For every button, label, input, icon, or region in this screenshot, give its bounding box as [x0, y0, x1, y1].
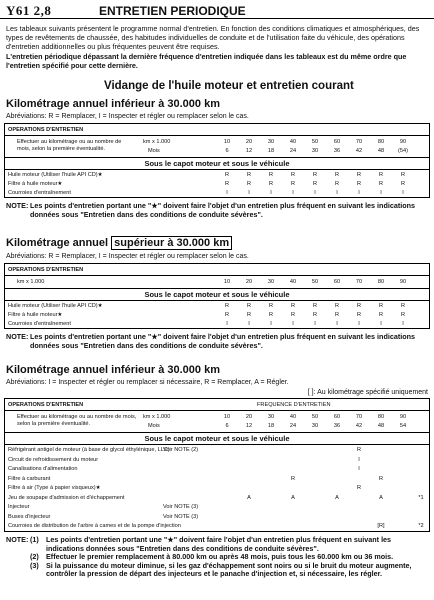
maintenance-item-label: Courroies d'entraînement — [8, 321, 71, 327]
maintenance-cell: R — [246, 303, 252, 309]
table3-abbreviations: Abréviations: I = Inspecter et régler ou remplacer si nécessaire, R = Remplacer, A = Régler. — [6, 379, 289, 386]
maintenance-cell: R — [312, 303, 318, 309]
maintenance-cell: R — [224, 181, 230, 187]
km-value: 10 — [223, 414, 231, 420]
table1-divider — [5, 169, 429, 170]
table3-note-list — [30, 536, 428, 579]
maintenance-cell: R — [246, 172, 252, 178]
table3-km-label: km x 1.000 — [143, 414, 171, 420]
maintenance-item-note: Voir NOTE (3) — [163, 513, 199, 520]
maintenance-cell: A — [379, 494, 383, 501]
maintenance-cell: I — [358, 456, 360, 463]
mois-value: 18 — [267, 423, 275, 429]
table3 — [4, 398, 430, 532]
mois-value: 36 — [333, 148, 341, 154]
maintenance-cell: R — [290, 312, 296, 318]
page-title: ENTRETIEN PERIODIQUE — [99, 4, 246, 18]
maintenance-cell: I — [226, 190, 228, 196]
mois-value: 54 — [399, 423, 407, 429]
maintenance-cell: R — [268, 312, 274, 318]
table2-abbreviations: Abréviations: R = Remplacer, I = Inspecter et régler ou remplacer selon le cas. — [6, 253, 249, 260]
maintenance-cell: R — [224, 303, 230, 309]
table2-title-a: Kilométrage annuel — [6, 237, 109, 249]
maintenance-cell: I — [380, 190, 382, 196]
km-value: 30 — [267, 279, 275, 285]
table3-mois-label: Mois — [148, 423, 160, 429]
intro-text — [6, 24, 430, 70]
maintenance-cell: I — [358, 321, 360, 327]
km-value: 70 — [355, 414, 363, 420]
intro-paragraph: Les tableaux suivants présentent le programme normal d'entretien. En fonction des conditions climatiques et atmosphériques, des types de revêtements de chaussée, des habitudes individuelles de conduite et de l'utilisation faite du véhicule, des opérations d'entretien additionnelles ou plus fréquentes peuvent être requises. — [6, 24, 420, 52]
maintenance-cell: I — [226, 321, 228, 327]
km-value: 10 — [223, 139, 231, 145]
maintenance-cell: R — [312, 181, 318, 187]
mois-value: 18 — [267, 148, 275, 154]
note-number: (1) — [30, 535, 39, 544]
maintenance-cell: I — [270, 190, 272, 196]
mois-value: 48 — [377, 423, 385, 429]
maintenance-cell: R — [356, 172, 362, 178]
maintenance-cell: I — [402, 321, 404, 327]
km-value: 40 — [289, 139, 297, 145]
km-value: 80 — [377, 414, 385, 420]
maintenance-cell: R — [290, 475, 296, 482]
maintenance-cell: R — [334, 312, 340, 318]
table2-note-tag: NOTE: — [6, 332, 29, 341]
maintenance-cell: R — [356, 485, 362, 491]
mois-value: 12 — [245, 423, 253, 429]
maintenance-cell: R — [400, 303, 406, 309]
km-value: 10 — [223, 279, 231, 285]
table3-ops-header: OPERATIONS D'ENTRETIEN — [8, 402, 84, 408]
table2-km-label: km x 1.000 — [17, 279, 45, 285]
table3-note-item — [30, 536, 428, 553]
table1-title: Kilométrage annuel inférieur à 30.000 km — [6, 98, 220, 110]
maintenance-item-label: Huile moteur (Utiliser l'huile API CD)★ — [8, 303, 103, 309]
maintenance-cell: R — [400, 181, 406, 187]
mois-value: 48 — [377, 148, 385, 154]
table3-bracket-legend: [ ]: Au kilométrage spécifié uniquement — [307, 389, 428, 396]
table3-title: Kilométrage annuel inférieur à 30.000 km — [6, 364, 220, 376]
table1-abbreviations: Abréviations: R = Remplacer, I = Inspecter et régler ou remplacer selon le cas. — [6, 113, 249, 120]
table1-note-text: Les points d'entretien portant une "★" doivent faire l'objet d'un entretien plus fréquent en suivant les indications données sous "Entretien dans des conditions de conduite sévères". — [30, 201, 415, 219]
maintenance-cell: [R] — [377, 523, 385, 529]
km-value: 90 — [399, 414, 407, 420]
maintenance-cell: R — [334, 303, 340, 309]
table2-divider — [5, 300, 429, 301]
maintenance-item-label: Jeu de soupape d'admission et d'échappement — [8, 494, 125, 501]
maintenance-cell: R — [400, 312, 406, 318]
mois-value: 30 — [311, 423, 319, 429]
maintenance-cell: R — [268, 172, 274, 178]
maintenance-cell: R — [356, 447, 362, 453]
maintenance-footnote-ref: *1 — [418, 494, 424, 501]
maintenance-item-label: Buses d'injecteur — [8, 513, 51, 520]
km-value: 90 — [399, 279, 407, 285]
mois-value: 24 — [289, 148, 297, 154]
maintenance-cell: R — [312, 172, 318, 178]
table3-section-label: Sous le capot moteur et sous le véhicule — [144, 434, 290, 443]
table3-divider — [5, 410, 429, 411]
table3-divider — [5, 444, 429, 445]
km-value: 20 — [245, 139, 253, 145]
maintenance-item-label: Filtre à air (Type à papier visqueux)★ — [8, 485, 101, 491]
maintenance-cell: R — [224, 172, 230, 178]
maintenance-item-label: Filtre à huile moteur★ — [8, 312, 63, 318]
table3-divider — [5, 432, 429, 433]
maintenance-cell: I — [358, 190, 360, 196]
mois-value: 42 — [355, 148, 363, 154]
maintenance-cell: I — [358, 466, 360, 472]
maintenance-cell: R — [378, 181, 384, 187]
km-value: 80 — [377, 279, 385, 285]
maintenance-cell: R — [378, 475, 384, 482]
maintenance-cell: R — [356, 181, 362, 187]
maintenance-cell: I — [248, 190, 250, 196]
mois-value: 30 — [311, 148, 319, 154]
note-number: (2) — [30, 552, 39, 562]
maintenance-cell: R — [334, 172, 340, 178]
maintenance-item-label: Canalisations d'alimentation — [8, 466, 78, 472]
mois-value: 6 — [225, 148, 229, 154]
km-value: 70 — [355, 279, 363, 285]
mois-value: 12 — [245, 148, 253, 154]
maintenance-item-label: Courroies de distribution de l'arbre à cames et de la pompe d'injection — [8, 523, 181, 529]
maintenance-item-note: Voir NOTE (2) — [163, 447, 199, 453]
maintenance-item-label: Injecteur — [8, 504, 30, 510]
maintenance-cell: R — [290, 303, 296, 309]
maintenance-cell: A — [335, 494, 339, 501]
note-text: Si la puissance du moteur diminue, si les gaz d'échappement sont noirs ou si le bruit du moteur augmente, contrôler la pression de départ des injecteurs et le panache d'injection et, si nécessaire, les régler. — [46, 560, 412, 579]
maintenance-cell: R — [378, 303, 384, 309]
maintenance-cell: R — [290, 181, 296, 187]
maintenance-cell: R — [378, 172, 384, 178]
table2-divider — [5, 288, 429, 289]
maintenance-cell: A — [247, 494, 251, 501]
maintenance-cell: I — [292, 321, 294, 327]
maintenance-cell: R — [246, 312, 252, 318]
maintenance-cell: I — [336, 321, 338, 327]
table1-ops-header: OPERATIONS D'ENTRETIEN — [8, 127, 84, 133]
maintenance-cell: I — [314, 321, 316, 327]
km-value: 90 — [399, 139, 407, 145]
maintenance-cell: R — [356, 312, 362, 318]
km-value: 60 — [333, 139, 341, 145]
table2-title — [6, 237, 232, 249]
section-title: Vidange de l'huile moteur et entretien courant — [104, 80, 354, 92]
maintenance-cell: I — [270, 321, 272, 327]
table1-note-tag: NOTE: — [6, 201, 29, 210]
maintenance-item-label: Filtre à carburant — [8, 475, 51, 482]
maintenance-cell: I — [314, 190, 316, 196]
km-value: 40 — [289, 279, 297, 285]
note-text: Effectuer le premier remplacement à 80.000 km ou après 48 mois, puis tous les 60.000 km ou 36 mois. — [46, 552, 394, 562]
maintenance-item-label: Circuit de refroidissement du moteur — [8, 456, 99, 463]
maintenance-cell: R — [334, 181, 340, 187]
table2-section-label: Sous le capot moteur et sous le véhicule — [144, 290, 290, 299]
maintenance-cell: R — [246, 181, 252, 187]
maintenance-cell: R — [224, 312, 230, 318]
model-code: Y61 2,8 — [6, 3, 52, 18]
intro-bold-paragraph: L'entretien périodique dépassant la dernière fréquence d'entretien indiquée dans les tableaux est du même ordre que l'entretien spécifié pour cette dernière. — [6, 51, 407, 70]
maintenance-cell: R — [400, 172, 406, 178]
maintenance-cell: R — [378, 312, 384, 318]
table2-ops-header: OPERATIONS D'ENTRETIEN — [8, 267, 84, 273]
km-value: 30 — [267, 414, 275, 420]
table3-note-tag: NOTE: — [6, 535, 29, 544]
note-number: (3) — [30, 560, 39, 570]
table3-note-item — [30, 562, 428, 579]
table1-freq-label: Effectuer au kilométrage ou au nombre de mois, selon la première éventualité. — [17, 139, 122, 152]
maintenance-item-note: Voir NOTE (3) — [163, 504, 199, 510]
page-header — [0, 0, 434, 19]
table1-mois-label: Mois — [148, 148, 160, 154]
note-text: Les points d'entretien portant une "★" doivent faire l'objet d'un entretien plus fréquent en suivant les indications données sous "Entretien dans des conditions de conduite sévères". — [46, 535, 392, 553]
table3-freq-header: FREQUENCE D'ENTRETIEN — [257, 402, 331, 408]
km-value: 20 — [245, 279, 253, 285]
table2-divider — [5, 275, 429, 276]
maintenance-item-label: Huile moteur (Utiliser l'huile API CD)★ — [8, 172, 103, 178]
km-value: 60 — [333, 279, 341, 285]
mois-value: 36 — [333, 423, 341, 429]
km-value: 50 — [311, 279, 319, 285]
km-value: 20 — [245, 414, 253, 420]
maintenance-item-label: Filtre à huile moteur★ — [8, 181, 63, 187]
maintenance-footnote-ref: *2 — [418, 523, 424, 529]
maintenance-cell: I — [248, 321, 250, 327]
maintenance-cell: I — [336, 190, 338, 196]
km-value: 60 — [333, 414, 341, 420]
table2 — [4, 263, 430, 329]
maintenance-cell: I — [380, 321, 382, 327]
km-value: 40 — [289, 414, 297, 420]
maintenance-cell: I — [292, 190, 294, 196]
mois-value: 6 — [225, 423, 229, 429]
km-value: 70 — [355, 139, 363, 145]
table1-km-label: km x 1.000 — [143, 139, 171, 145]
maintenance-cell: R — [290, 172, 296, 178]
maintenance-item-label: Réfrigérant antigel de moteur (à base de glycol éthylénique, LLC) — [8, 447, 170, 453]
maintenance-cell: R — [268, 303, 274, 309]
km-value: 80 — [377, 139, 385, 145]
km-value: 50 — [311, 414, 319, 420]
mois-value: 42 — [355, 423, 363, 429]
mois-value: 24 — [289, 423, 297, 429]
km-value: 50 — [311, 139, 319, 145]
maintenance-cell: I — [402, 190, 404, 196]
maintenance-cell: A — [291, 494, 295, 501]
table2-title-b: supérieur à 30.000 km — [111, 236, 232, 250]
table1-divider — [5, 135, 429, 136]
maintenance-cell: R — [356, 303, 362, 309]
table1-divider — [5, 157, 429, 158]
maintenance-item-label: Courroies d'entraînement — [8, 190, 71, 196]
maintenance-cell: R — [268, 181, 274, 187]
table1 — [4, 123, 430, 198]
mois-value: (54) — [398, 148, 408, 154]
maintenance-cell: R — [312, 312, 318, 318]
km-value: 30 — [267, 139, 275, 145]
header-rule — [0, 18, 434, 19]
table1-section-label: Sous le capot moteur et sous le véhicule — [144, 159, 290, 168]
table2-note-text: Les points d'entretien portant une "★" doivent faire l'objet d'un entretien plus fréquent en suivant les indications données sous "Entretien dans des conditions de conduite sévères". — [30, 332, 415, 350]
table3-freq-label: Effectuer au kilométrage ou au nombre de mois, selon la première éventualité. — [17, 414, 137, 427]
